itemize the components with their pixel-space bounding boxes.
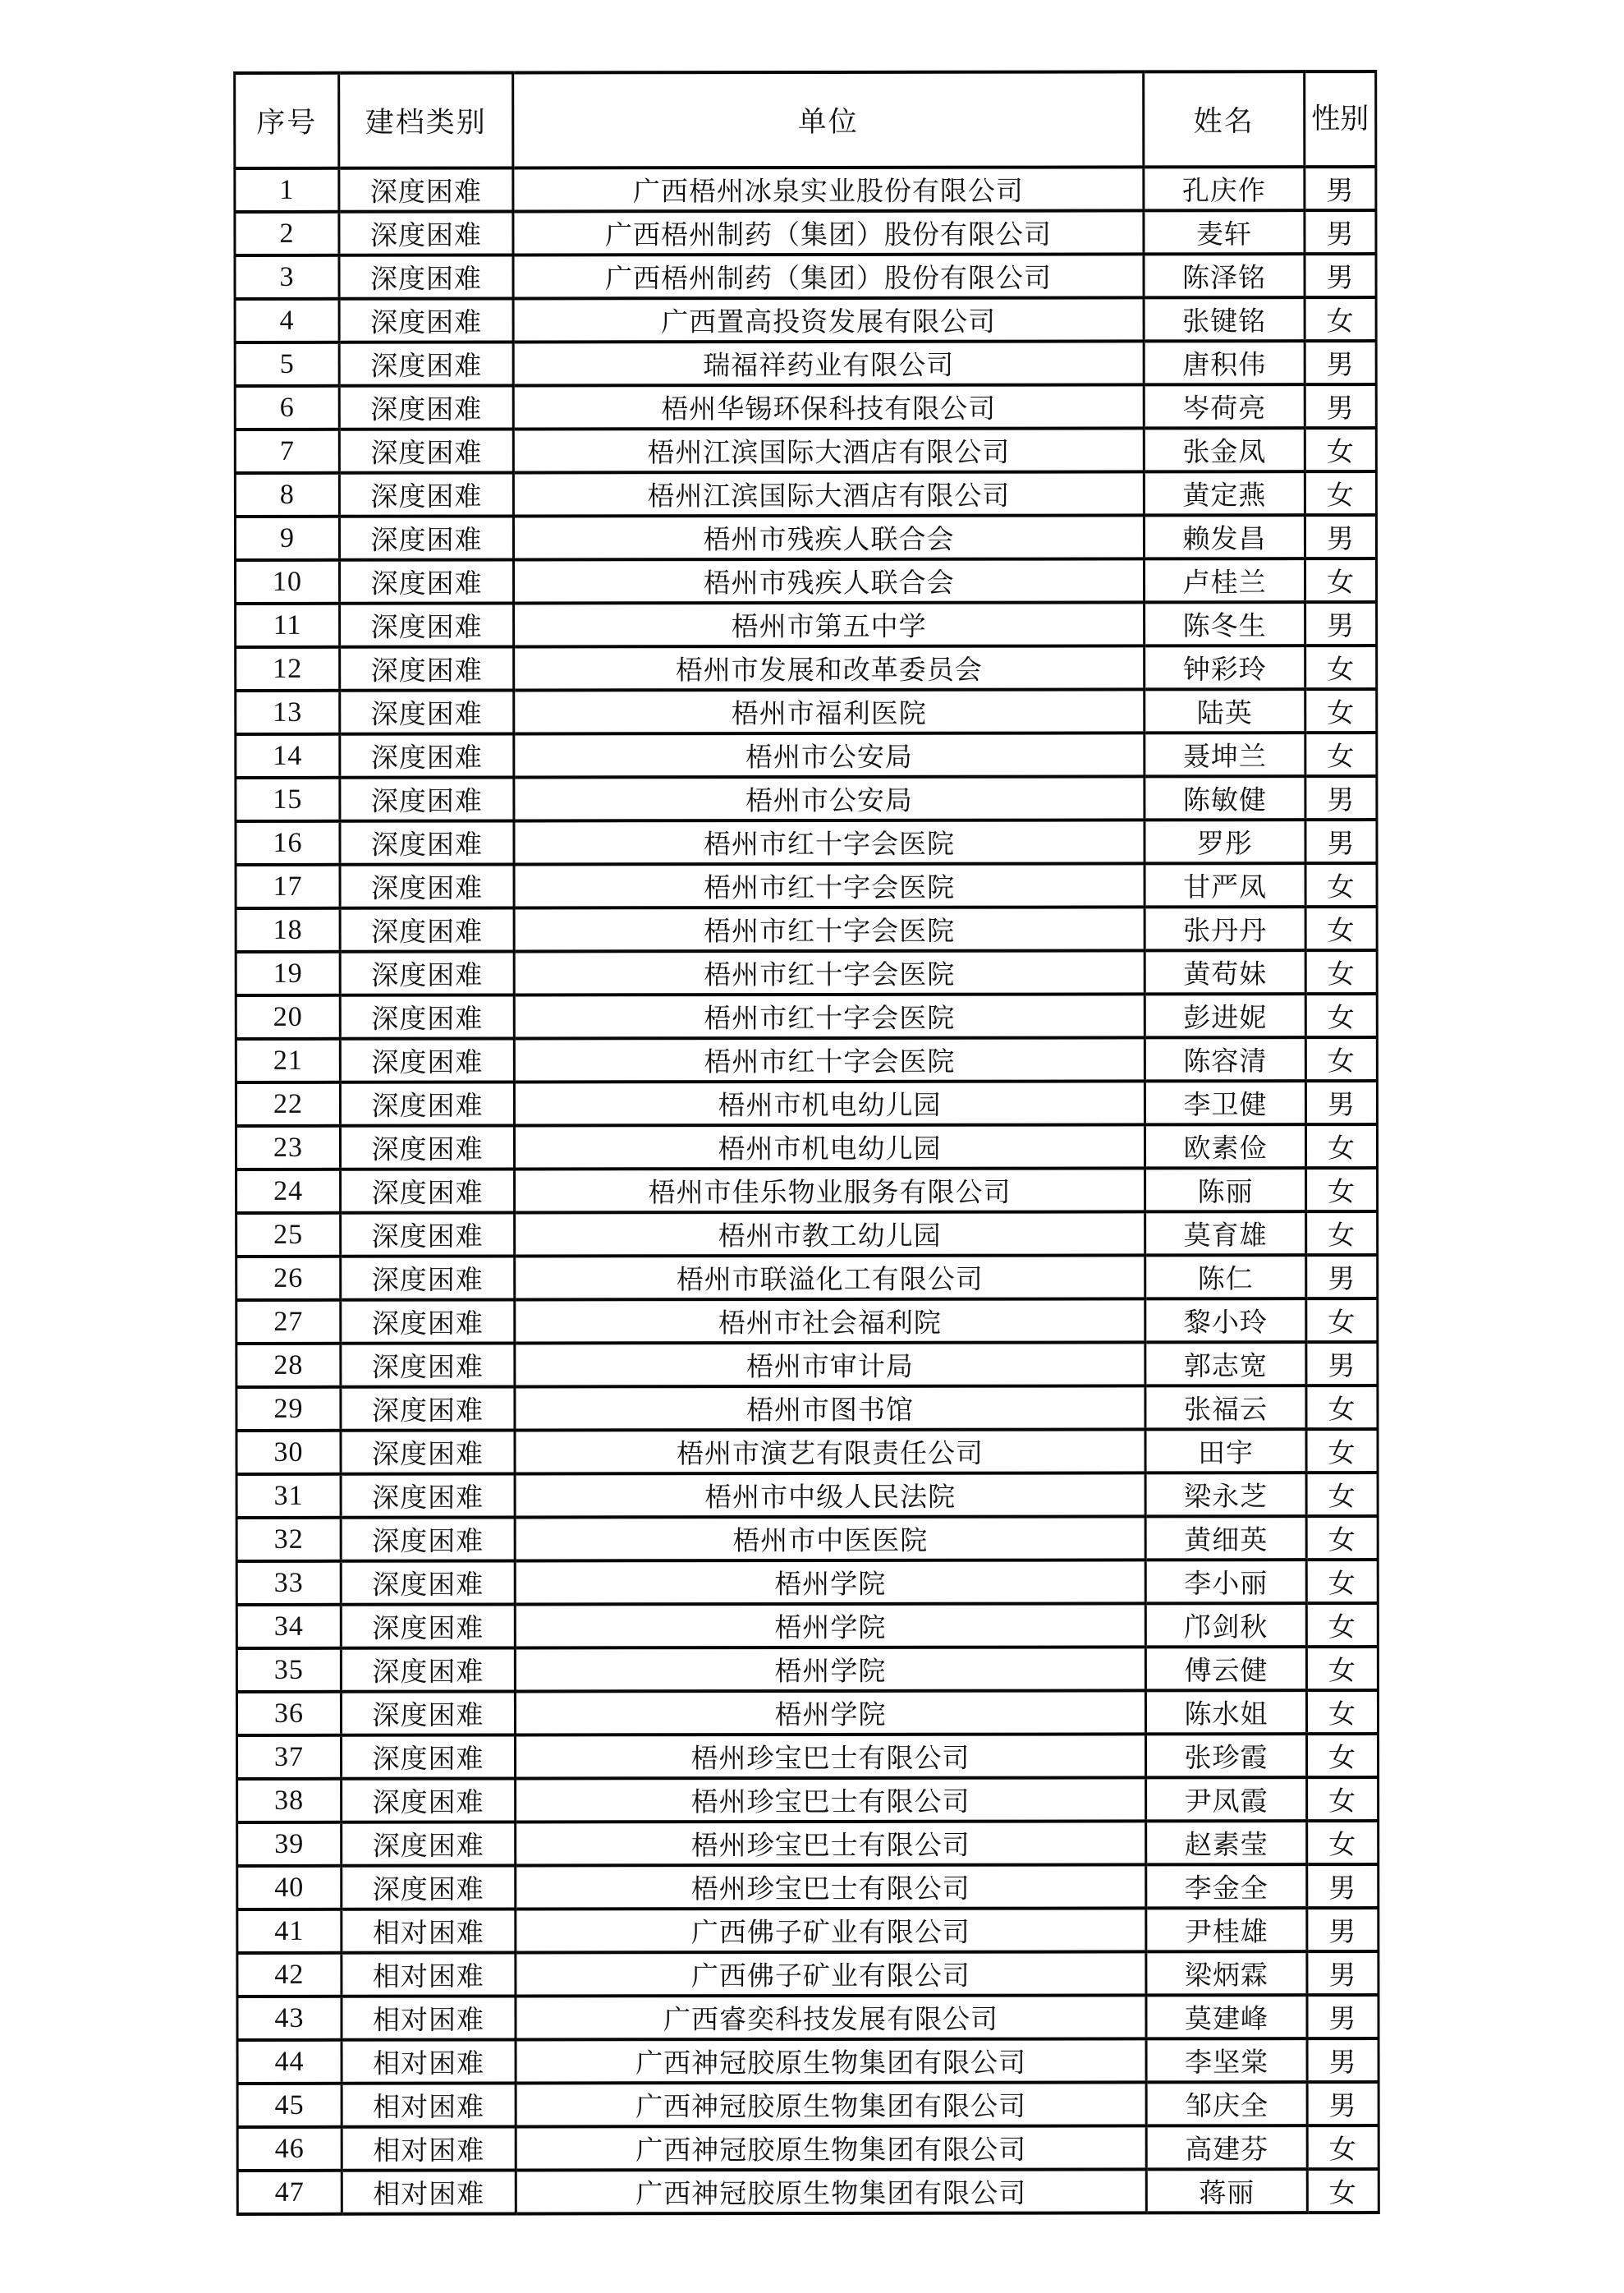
cell-unit: 梧州市红十字会医院 <box>514 820 1145 864</box>
table-row <box>236 1690 1378 1735</box>
cell-gender: 女 <box>1305 558 1377 602</box>
cell-filing-category: 深度困难 <box>342 1865 516 1909</box>
cell-name: 李坚棠 <box>1146 2038 1307 2082</box>
cell-filing-category: 深度困难 <box>341 1473 515 1517</box>
cell-unit: 广西神冠胶原生物集团有限公司 <box>516 2038 1146 2083</box>
cell-filing-category: 深度困难 <box>341 1169 515 1212</box>
table-row <box>237 2082 1379 2127</box>
cell-serial-number: 44 <box>237 2040 342 2084</box>
cell-filing-category: 深度困难 <box>340 820 514 864</box>
cell-name: 彭进妮 <box>1145 994 1305 1037</box>
cell-gender: 女 <box>1307 1821 1379 1864</box>
cell-filing-category: 相对困难 <box>342 2170 516 2213</box>
cell-filing-category: 深度困难 <box>339 429 513 472</box>
cell-unit: 梧州珍宝巴士有限公司 <box>516 1864 1146 1909</box>
cell-gender: 女 <box>1306 1603 1378 1647</box>
cell-filing-category: 深度困难 <box>340 995 514 1038</box>
cell-filing-category: 深度困难 <box>342 1822 516 1865</box>
cell-name: 陈敏健 <box>1145 776 1305 820</box>
table-row <box>236 950 1377 995</box>
cell-unit: 梧州市社会福利院 <box>515 1298 1145 1343</box>
cell-filing-category: 深度困难 <box>340 559 514 603</box>
cell-filing-category: 深度困难 <box>340 864 514 908</box>
cell-filing-category: 深度困难 <box>340 908 514 951</box>
table-row <box>235 297 1376 342</box>
cell-serial-number: 11 <box>236 604 340 647</box>
table-header <box>235 71 1376 168</box>
cell-unit: 梧州市红十字会医院 <box>514 1037 1145 1082</box>
cell-serial-number: 46 <box>237 2127 342 2171</box>
cell-name: 陈容清 <box>1145 1037 1305 1081</box>
cell-filing-category: 深度困难 <box>339 298 513 342</box>
cell-gender: 女 <box>1305 689 1377 733</box>
cell-serial-number: 9 <box>235 517 339 560</box>
table-row <box>236 1168 1378 1213</box>
cell-filing-category: 深度困难 <box>341 1343 515 1386</box>
cell-name: 邹庆全 <box>1146 2082 1307 2125</box>
table-row <box>236 1473 1378 1518</box>
cell-filing-category: 深度困难 <box>340 1125 514 1169</box>
cell-serial-number: 5 <box>235 342 339 386</box>
cell-filing-category: 深度困难 <box>341 1517 515 1560</box>
table-row <box>237 2169 1379 2214</box>
cell-serial-number: 23 <box>236 1126 340 1169</box>
header-name: 姓名 <box>1144 71 1305 167</box>
cell-gender: 男 <box>1305 384 1376 428</box>
table-row <box>236 907 1377 952</box>
table-row <box>236 1647 1378 1692</box>
cell-unit: 梧州市福利医院 <box>514 689 1145 733</box>
cell-gender: 男 <box>1305 515 1376 558</box>
cell-gender: 女 <box>1305 646 1377 689</box>
table-row <box>236 1081 1377 1126</box>
cell-serial-number: 32 <box>236 1518 341 1561</box>
cell-gender: 男 <box>1307 1995 1379 2038</box>
cell-name: 钟彩玲 <box>1145 646 1305 689</box>
cell-gender: 男 <box>1305 341 1376 384</box>
table-row <box>235 384 1376 430</box>
cell-name: 李卫健 <box>1145 1081 1305 1124</box>
cell-serial-number: 3 <box>235 255 339 299</box>
cell-serial-number: 22 <box>236 1082 340 1126</box>
cell-serial-number: 33 <box>236 1561 341 1605</box>
cell-unit: 梧州市公安局 <box>514 733 1145 777</box>
table-row <box>236 1211 1378 1257</box>
cell-filing-category: 相对困难 <box>342 1909 516 1952</box>
cell-serial-number: 6 <box>235 386 339 430</box>
cell-name: 莫育雄 <box>1145 1211 1306 1255</box>
table-row <box>237 1864 1379 1909</box>
cell-filing-category: 深度困难 <box>339 516 513 559</box>
cell-name: 陈水姐 <box>1145 1690 1306 1734</box>
cell-unit: 梧州市红十字会医院 <box>514 863 1145 908</box>
cell-gender: 女 <box>1306 1516 1378 1560</box>
cell-name: 张键铭 <box>1144 297 1305 341</box>
cell-unit: 梧州珍宝巴士有限公司 <box>516 1821 1146 1865</box>
cell-serial-number: 8 <box>235 473 339 517</box>
cell-gender: 女 <box>1306 1168 1378 1211</box>
table-row <box>235 428 1376 473</box>
cell-filing-category: 深度困难 <box>339 211 513 255</box>
cell-filing-category: 深度困难 <box>340 951 514 995</box>
cell-serial-number: 25 <box>236 1213 341 1257</box>
roster-table <box>233 70 1380 2216</box>
cell-filing-category: 相对困难 <box>342 2126 516 2170</box>
cell-unit: 梧州市红十字会医院 <box>514 950 1145 995</box>
table-body <box>235 167 1379 2214</box>
cell-gender: 女 <box>1305 297 1376 341</box>
table-row <box>237 1995 1379 2040</box>
cell-unit: 广西梧州冰泉实业股份有限公司 <box>513 167 1144 211</box>
cell-name: 高建芬 <box>1146 2125 1307 2169</box>
cell-filing-category: 相对困难 <box>342 2039 516 2083</box>
cell-serial-number: 7 <box>235 430 339 473</box>
table-row <box>236 776 1377 821</box>
cell-filing-category: 深度困难 <box>340 1082 514 1125</box>
cell-unit: 梧州学院 <box>515 1603 1145 1647</box>
cell-serial-number: 38 <box>237 1779 342 1822</box>
cell-name: 李小丽 <box>1145 1560 1306 1603</box>
cell-gender: 男 <box>1307 1908 1379 1951</box>
cell-gender: 女 <box>1306 1473 1378 1516</box>
cell-name: 孔庆作 <box>1144 167 1305 210</box>
cell-unit: 梧州市红十字会医院 <box>514 994 1145 1038</box>
table-row <box>235 210 1376 255</box>
cell-unit: 梧州市机电幼儿园 <box>514 1081 1145 1125</box>
table-row <box>237 2125 1379 2171</box>
table-row <box>237 1734 1379 1779</box>
cell-name: 莫建峰 <box>1146 1995 1307 2038</box>
table-row <box>236 1560 1378 1605</box>
cell-filing-category: 深度困难 <box>340 690 514 733</box>
cell-name: 黄细英 <box>1145 1516 1306 1560</box>
cell-gender: 女 <box>1306 1211 1378 1255</box>
cell-name: 麦轩 <box>1144 210 1305 254</box>
cell-unit: 梧州市发展和改革委员会 <box>514 646 1145 690</box>
table-row <box>236 1516 1378 1561</box>
table-row <box>237 1951 1379 1997</box>
cell-name: 田宇 <box>1145 1429 1306 1473</box>
table-row <box>236 646 1377 691</box>
cell-unit: 广西置高投资发展有限公司 <box>513 297 1144 342</box>
cell-name: 岑荷亮 <box>1144 384 1305 428</box>
cell-gender: 女 <box>1306 1385 1378 1429</box>
cell-name: 黄定燕 <box>1144 471 1305 515</box>
cell-serial-number: 30 <box>236 1431 341 1474</box>
cell-serial-number: 17 <box>236 865 340 908</box>
cell-unit: 广西神冠胶原生物集团有限公司 <box>516 2169 1146 2213</box>
cell-gender: 男 <box>1305 776 1377 820</box>
cell-unit: 梧州市图书馆 <box>515 1385 1145 1430</box>
cell-name: 罗彤 <box>1145 820 1305 863</box>
cell-serial-number: 31 <box>236 1474 341 1518</box>
cell-gender: 女 <box>1306 1560 1378 1603</box>
cell-filing-category: 深度困难 <box>340 777 514 820</box>
cell-name: 张金凤 <box>1144 428 1305 471</box>
cell-filing-category: 深度困难 <box>340 1038 514 1082</box>
table-row <box>236 1124 1377 1169</box>
cell-gender: 男 <box>1305 167 1376 210</box>
table-row <box>237 1777 1379 1822</box>
cell-serial-number: 42 <box>237 1953 342 1997</box>
cell-filing-category: 深度困难 <box>340 646 514 690</box>
cell-filing-category: 深度困难 <box>339 342 513 385</box>
cell-serial-number: 2 <box>235 212 339 255</box>
cell-filing-category: 深度困难 <box>340 733 514 777</box>
cell-gender: 女 <box>1307 2169 1379 2213</box>
cell-gender: 女 <box>1305 950 1377 994</box>
table-row <box>237 2038 1379 2084</box>
cell-unit: 梧州市佳乐物业服务有限公司 <box>515 1168 1145 1212</box>
cell-unit: 梧州市中级人民法院 <box>515 1473 1145 1517</box>
cell-name: 梁永芝 <box>1145 1473 1306 1516</box>
cell-filing-category: 深度困难 <box>339 472 513 516</box>
cell-gender: 女 <box>1305 733 1377 776</box>
cell-name: 黄苟妹 <box>1145 950 1305 994</box>
cell-unit: 梧州市公安局 <box>514 776 1145 820</box>
cell-name: 陈丽 <box>1145 1168 1306 1211</box>
cell-filing-category: 深度困难 <box>341 1386 515 1430</box>
header-row <box>235 71 1376 168</box>
cell-serial-number: 12 <box>236 647 340 691</box>
cell-serial-number: 4 <box>235 299 339 342</box>
cell-name: 陆英 <box>1145 689 1305 733</box>
cell-unit: 广西梧州制药（集团）股份有限公司 <box>513 254 1144 298</box>
table-row <box>235 341 1376 386</box>
table-row <box>236 1255 1378 1300</box>
cell-unit: 梧州珍宝巴士有限公司 <box>516 1777 1146 1822</box>
cell-name: 陈仁 <box>1145 1255 1306 1298</box>
cell-unit: 梧州市中医医院 <box>515 1516 1145 1560</box>
cell-gender: 女 <box>1307 1734 1379 1777</box>
cell-gender: 女 <box>1307 1777 1379 1821</box>
header-unit: 单位 <box>513 71 1144 168</box>
cell-serial-number: 1 <box>235 168 339 212</box>
cell-serial-number: 20 <box>236 995 340 1039</box>
cell-unit: 梧州珍宝巴士有限公司 <box>516 1734 1146 1778</box>
cell-name: 陈冬生 <box>1145 602 1305 646</box>
cell-filing-category: 深度困难 <box>339 385 513 429</box>
cell-filing-category: 深度困难 <box>341 1560 515 1604</box>
cell-unit: 广西佛子矿业有限公司 <box>516 1951 1146 1996</box>
cell-gender: 男 <box>1305 820 1377 863</box>
cell-filing-category: 深度困难 <box>339 168 513 211</box>
cell-gender: 男 <box>1307 2082 1379 2125</box>
cell-serial-number: 16 <box>236 821 340 865</box>
cell-serial-number: 26 <box>236 1257 341 1300</box>
cell-name: 李金全 <box>1146 1864 1307 1908</box>
cell-unit: 梧州市机电幼儿园 <box>514 1124 1145 1169</box>
table-row <box>236 863 1377 908</box>
cell-serial-number: 35 <box>236 1648 341 1692</box>
cell-serial-number: 40 <box>237 1866 342 1909</box>
cell-serial-number: 29 <box>236 1387 341 1431</box>
cell-serial-number: 45 <box>237 2084 342 2127</box>
cell-gender: 男 <box>1305 1081 1377 1124</box>
cell-serial-number: 43 <box>237 1997 342 2040</box>
cell-unit: 梧州市残疾人联合会 <box>513 515 1144 559</box>
table-row <box>237 1908 1379 1953</box>
cell-gender: 男 <box>1307 1951 1379 1995</box>
cell-name: 郭志宽 <box>1145 1342 1306 1385</box>
cell-name: 邝剑秋 <box>1145 1603 1306 1647</box>
cell-name: 傅云健 <box>1145 1647 1306 1690</box>
table-row <box>235 167 1376 212</box>
cell-serial-number: 27 <box>236 1300 341 1344</box>
cell-name: 张福云 <box>1145 1385 1306 1429</box>
cell-gender: 男 <box>1305 602 1377 646</box>
cell-serial-number: 24 <box>236 1169 341 1213</box>
cell-unit: 梧州学院 <box>515 1647 1145 1691</box>
cell-filing-category: 深度困难 <box>341 1299 515 1343</box>
cell-serial-number: 39 <box>237 1822 342 1866</box>
cell-gender: 男 <box>1305 254 1376 297</box>
cell-gender: 女 <box>1305 1037 1377 1081</box>
table-row <box>235 254 1376 299</box>
cell-name: 卢桂兰 <box>1145 558 1305 602</box>
table-row <box>236 558 1377 604</box>
cell-name: 陈泽铭 <box>1144 254 1305 297</box>
cell-filing-category: 深度困难 <box>341 1256 515 1299</box>
cell-filing-category: 深度困难 <box>342 1778 516 1822</box>
cell-unit: 梧州江滨国际大酒店有限公司 <box>513 471 1144 516</box>
cell-unit: 梧州市红十字会医院 <box>514 907 1145 951</box>
cell-gender: 男 <box>1307 1864 1379 1908</box>
cell-name: 张珍霞 <box>1146 1734 1307 1777</box>
table-row <box>236 1429 1378 1474</box>
cell-unit: 梧州学院 <box>515 1560 1145 1604</box>
cell-serial-number: 28 <box>236 1344 341 1387</box>
cell-gender: 女 <box>1306 1429 1378 1473</box>
cell-gender: 女 <box>1305 863 1377 907</box>
cell-unit: 梧州市教工幼儿园 <box>515 1211 1145 1256</box>
cell-gender: 女 <box>1307 2125 1379 2169</box>
cell-name: 尹凤霞 <box>1146 1777 1307 1821</box>
cell-gender: 男 <box>1306 1255 1378 1298</box>
cell-unit: 梧州市审计局 <box>515 1342 1145 1386</box>
table-row <box>236 602 1377 647</box>
table-row <box>236 1037 1377 1082</box>
table-row <box>236 1298 1378 1344</box>
cell-serial-number: 10 <box>236 560 340 604</box>
cell-unit: 梧州华锡环保科技有限公司 <box>513 384 1144 429</box>
cell-gender: 女 <box>1306 1690 1378 1734</box>
cell-name: 张丹丹 <box>1145 907 1305 950</box>
cell-filing-category: 深度困难 <box>339 255 513 298</box>
table-row <box>236 994 1377 1039</box>
cell-gender: 女 <box>1306 1647 1378 1690</box>
cell-name: 蒋丽 <box>1146 2169 1307 2213</box>
cell-gender: 女 <box>1305 471 1376 515</box>
header-gender: 性别 <box>1305 71 1376 167</box>
cell-unit: 广西梧州制药（集团）股份有限公司 <box>513 210 1144 255</box>
table-row <box>235 471 1376 517</box>
cell-name: 甘严凤 <box>1145 863 1305 907</box>
cell-serial-number: 36 <box>236 1692 341 1735</box>
cell-name: 赵素莹 <box>1146 1821 1307 1864</box>
header-filing-category: 建档类别 <box>339 72 513 168</box>
cell-unit: 梧州市联溢化工有限公司 <box>515 1255 1145 1299</box>
cell-name: 梁炳霖 <box>1146 1951 1307 1995</box>
cell-filing-category: 深度困难 <box>341 1647 515 1691</box>
cell-unit: 梧州市第五中学 <box>514 602 1145 646</box>
cell-serial-number: 21 <box>236 1039 340 1082</box>
cell-unit: 广西神冠胶原生物集团有限公司 <box>516 2125 1146 2170</box>
table-row <box>237 1821 1379 1866</box>
cell-gender: 男 <box>1306 1342 1378 1385</box>
table-row <box>236 689 1377 734</box>
cell-serial-number: 18 <box>236 908 340 952</box>
table-row <box>235 515 1376 560</box>
cell-name: 聂坤兰 <box>1145 733 1305 776</box>
cell-serial-number: 34 <box>236 1605 341 1648</box>
table-row <box>236 1342 1378 1387</box>
cell-unit: 瑞福祥药业有限公司 <box>513 341 1144 385</box>
cell-serial-number: 15 <box>236 778 340 821</box>
cell-filing-category: 深度困难 <box>340 603 514 646</box>
table-row <box>236 1385 1378 1431</box>
cell-unit: 广西佛子矿业有限公司 <box>516 1908 1146 1952</box>
cell-unit: 广西睿奕科技发展有限公司 <box>516 1995 1146 2039</box>
cell-unit: 广西神冠胶原生物集团有限公司 <box>516 2082 1146 2126</box>
cell-filing-category: 深度困难 <box>341 1430 515 1473</box>
cell-unit: 梧州江滨国际大酒店有限公司 <box>513 428 1144 472</box>
cell-gender: 女 <box>1305 428 1376 471</box>
cell-filing-category: 深度困难 <box>341 1691 515 1735</box>
table-row <box>236 1603 1378 1648</box>
cell-serial-number: 19 <box>236 952 340 995</box>
table-row <box>236 733 1377 778</box>
cell-unit: 梧州市演艺有限责任公司 <box>515 1429 1145 1473</box>
cell-name: 尹桂雄 <box>1146 1908 1307 1951</box>
cell-filing-category: 深度困难 <box>341 1604 515 1647</box>
cell-filing-category: 相对困难 <box>342 1952 516 1996</box>
cell-filing-category: 相对困难 <box>342 2083 516 2126</box>
cell-unit: 梧州学院 <box>515 1690 1145 1735</box>
cell-serial-number: 47 <box>237 2171 342 2214</box>
cell-gender: 女 <box>1305 994 1377 1037</box>
cell-serial-number: 14 <box>236 734 340 778</box>
cell-name: 赖发昌 <box>1144 515 1305 558</box>
cell-gender: 男 <box>1307 2038 1379 2082</box>
cell-serial-number: 37 <box>237 1735 342 1779</box>
cell-filing-category: 深度困难 <box>341 1212 515 1256</box>
cell-name: 欧素俭 <box>1145 1124 1305 1168</box>
cell-filing-category: 深度困难 <box>342 1735 516 1778</box>
cell-gender: 女 <box>1306 1298 1378 1342</box>
cell-filing-category: 相对困难 <box>342 1996 516 2039</box>
cell-gender: 男 <box>1305 210 1376 254</box>
cell-serial-number: 41 <box>237 1909 342 1953</box>
cell-gender: 女 <box>1305 1124 1377 1168</box>
cell-unit: 梧州市残疾人联合会 <box>514 558 1145 603</box>
cell-gender: 女 <box>1305 907 1377 950</box>
cell-name: 黎小玲 <box>1145 1298 1306 1342</box>
table-row <box>236 820 1377 865</box>
header-serial-number: 序号 <box>235 73 339 168</box>
cell-name: 唐积伟 <box>1144 341 1305 384</box>
cell-serial-number: 13 <box>236 691 340 734</box>
